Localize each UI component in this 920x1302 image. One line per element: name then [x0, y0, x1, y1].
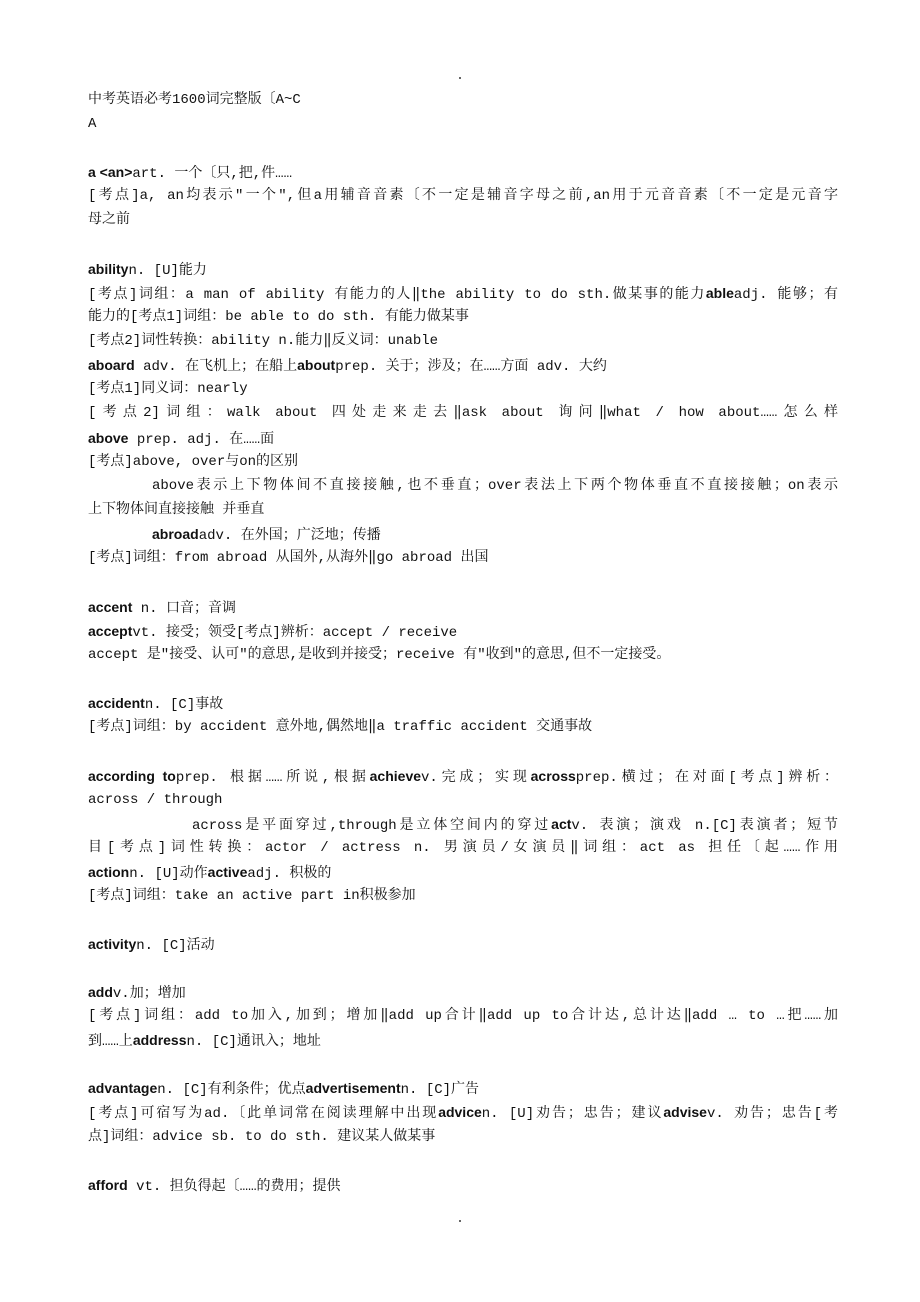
text-line	[88, 403, 838, 423]
text-line	[88, 428, 838, 450]
text-line	[88, 645, 838, 665]
text-line	[88, 621, 838, 643]
text-line	[88, 982, 838, 1004]
text-line	[88, 790, 838, 810]
headword: add	[88, 984, 113, 1000]
text-line	[88, 1127, 838, 1147]
text-line	[88, 934, 838, 956]
line-text: prep. adj. 在……面	[128, 432, 275, 448]
headword: accident	[88, 695, 145, 711]
line-text: n. [C]通讯入；地址	[186, 1034, 321, 1050]
headword: according to	[88, 768, 176, 784]
text-line	[88, 862, 838, 884]
text-line	[88, 693, 838, 715]
header-mark	[459, 77, 461, 79]
line-text: n. 口音；音调	[132, 601, 236, 617]
line-text: [考点]词组：add to加入,加到；增加‖add up合计‖add up to合计达,总计达‖add … to …把……加	[88, 1008, 838, 1024]
line-text: 母之前	[88, 212, 130, 228]
line-text: [考点]词组：a man of ability 有能力的人‖the ability to do sth.做某事的能力	[88, 287, 706, 303]
text-line	[88, 886, 838, 906]
headword: above	[88, 430, 129, 446]
line-text: n. [C]广告	[400, 1082, 480, 1098]
line-text: prep. 关于；涉及；在……方面 adv. 大约	[335, 359, 607, 375]
text-line	[88, 1102, 838, 1124]
headword: address	[132, 1032, 187, 1048]
headword: action	[88, 864, 130, 880]
line-text: n. [U]动作	[129, 866, 208, 882]
line-text: prep.横过；在对面[考点]辨析：	[575, 770, 838, 786]
line-text: prep. 根据……所说,根据	[175, 770, 370, 786]
line-text: [考点2]词性转换：ability n.能力‖反义词：unable	[88, 333, 439, 349]
line-text: n. [C]事故	[144, 697, 224, 713]
line-text: 到……上	[88, 1034, 133, 1050]
text-line	[88, 355, 838, 377]
text-line	[88, 1006, 838, 1026]
line-text: adv. 在外国；广泛地；传播	[198, 528, 381, 544]
headword: about	[297, 357, 336, 373]
headword: across	[530, 768, 576, 784]
text-line	[88, 597, 838, 619]
line-text: adj. 积极的	[247, 866, 332, 882]
text-line	[88, 1175, 838, 1197]
text-line	[152, 524, 838, 546]
line-text: adj. 能够；有	[733, 287, 838, 303]
text-line	[88, 548, 838, 568]
text-line	[88, 90, 838, 110]
text-line	[88, 379, 838, 399]
text-line	[88, 283, 838, 305]
line-text: v. 劝告；忠告[考	[706, 1106, 838, 1122]
line-text: n. [U]劝告；忠告；建议	[481, 1106, 664, 1122]
text-line	[88, 331, 838, 351]
text-line	[88, 259, 838, 281]
headword: ability	[88, 261, 129, 277]
text-line	[192, 814, 838, 836]
line-text: v.加；增加	[112, 986, 186, 1002]
line-text: v.完成；实现	[421, 770, 531, 786]
line-text: accept 是"接受、认可"的意思,是收到并接受；receive 有"收到"的意思,但不一定接受。	[88, 647, 671, 663]
text-line	[88, 500, 838, 520]
line-text: vt. 接受；领受[考点]辨析：accept / receive	[132, 625, 458, 641]
line-text: 能力的[考点1]词组：be able to do sth. 有能力做某事	[88, 309, 469, 325]
headword: able	[705, 285, 734, 301]
text-line	[88, 210, 838, 230]
line-text: v. 表演；演戏 n.[C]表演者；短节	[571, 818, 838, 834]
line-text: [考点2]词组：walk about 四处走来走去‖ask about 询问‖what / how about……怎么样	[88, 405, 838, 421]
line-text: n. [C]活动	[136, 938, 215, 954]
line-text: [考点]可宿写为ad.〔此单词常在阅读理解中出现	[88, 1106, 439, 1122]
text-line	[88, 766, 838, 788]
line-text: art. 一个〔只,把,件……	[132, 166, 292, 182]
line-text: n. [U]能力	[128, 263, 207, 279]
headword: advertisement	[305, 1080, 401, 1096]
headword: activity	[88, 936, 137, 952]
text-line	[88, 838, 838, 858]
line-text: 点]词组：advice sb. to do sth. 建议某人做某事	[88, 1129, 436, 1145]
headword: accept	[88, 623, 133, 639]
headword: active	[207, 864, 248, 880]
headword: act	[551, 816, 572, 832]
line-text: [考点]词组：by accident 意外地,偶然地‖a traffic accident 交通事故	[88, 719, 593, 735]
line-text: 目[考点]词性转换：actor / actress n. 男演员/女演员‖词组：act as 担任〔起……作用	[88, 840, 838, 856]
line-text: vt. 担负得起〔……的费用；提供	[127, 1179, 341, 1195]
line-text: across是平面穿过,through是立体空间内的穿过	[192, 818, 552, 834]
headword: abroad	[152, 526, 199, 542]
line-text: n. [C]有利条件；优点	[157, 1082, 306, 1098]
line-text: adv. 在飞机上；在船上	[134, 359, 298, 375]
line-text: [考点]词组：from abroad 从国外,从海外‖go abroad 出国	[88, 550, 489, 566]
headword: aboard	[88, 357, 135, 373]
text-line	[152, 476, 838, 496]
headword: advice	[438, 1104, 482, 1120]
text-line	[88, 452, 838, 472]
line-text: A	[88, 116, 97, 132]
text-line	[88, 1030, 838, 1052]
headword: advantage	[88, 1080, 158, 1096]
line-text: [考点]词组：take an active part in积极参加	[88, 888, 416, 904]
line-text: [考点]above, over与on的区别	[88, 454, 299, 470]
headword: achieve	[369, 768, 422, 784]
line-text: 上下物体间直接接触 并垂直	[88, 502, 265, 518]
line-text: [考点1]同义词：nearly	[88, 381, 248, 397]
headword: a <an>	[88, 164, 133, 180]
text-line	[88, 307, 838, 327]
line-text: above表示上下物体间不直接接触,也不垂直；over表法上下两个物体垂直不直接接触；on表示	[152, 478, 838, 494]
headword: advise	[663, 1104, 707, 1120]
headword: accent	[88, 599, 133, 615]
text-line	[88, 114, 838, 134]
line-text: [考点]a, an均表示"一个",但a用辅音音素〔不一定是辅音字母之前,an用于元音音素〔不一定是元音字	[88, 188, 838, 204]
line-text: 中考英语必考1600词完整版〔A~C	[88, 92, 301, 108]
line-text: across / through	[88, 792, 223, 808]
headword: afford	[88, 1177, 128, 1193]
text-line	[88, 1078, 838, 1100]
text-line	[88, 162, 838, 184]
text-line	[88, 186, 838, 206]
text-line	[88, 717, 838, 737]
footer-mark	[459, 1220, 461, 1222]
